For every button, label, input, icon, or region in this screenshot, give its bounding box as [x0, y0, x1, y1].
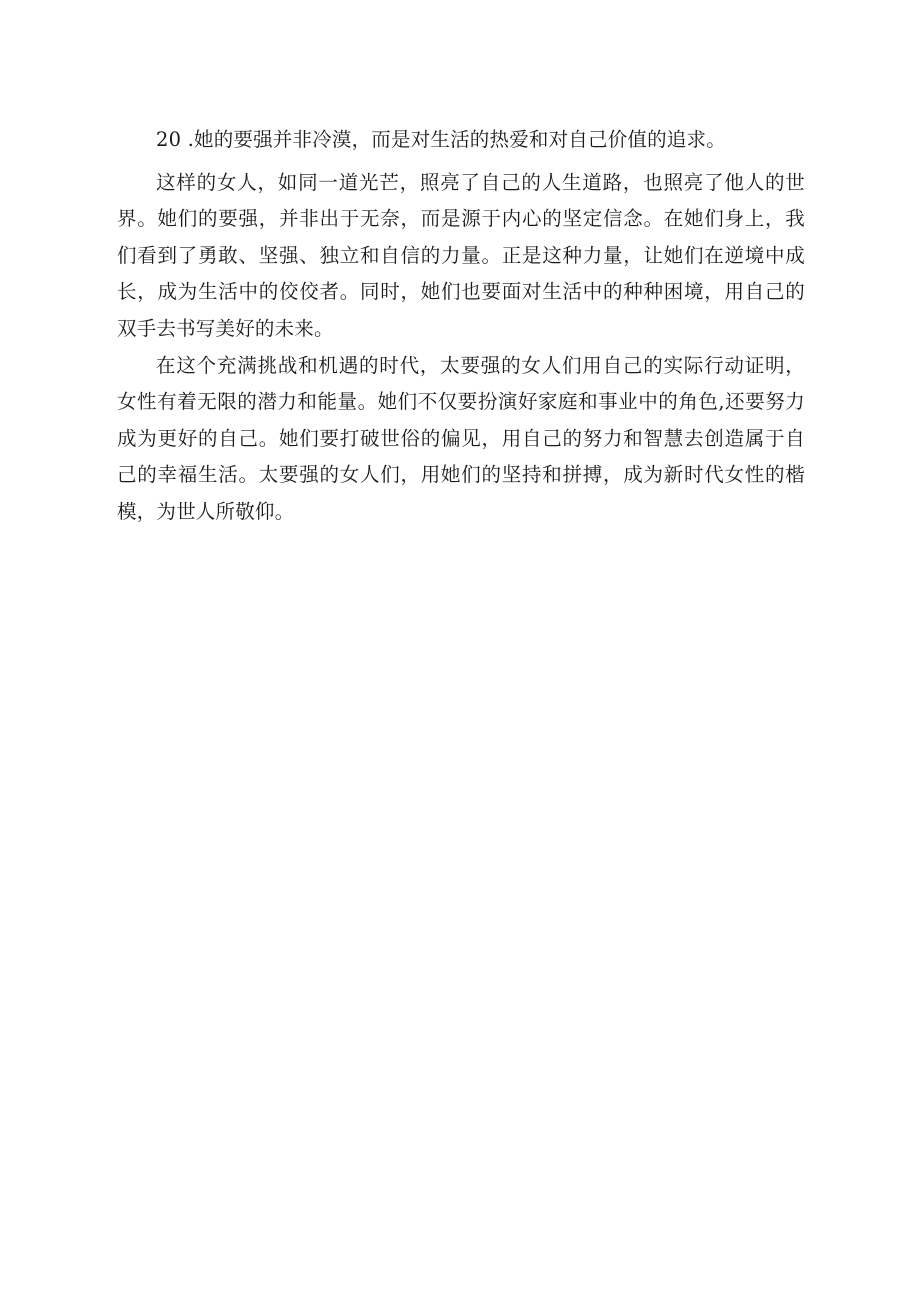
document-body: [117, 122, 805, 531]
body-paragraph-era: 在这个充满挑战和机遇的时代，太要强的女人们用自己的实际行动证明，女性有着无限的潜力和能量。她们不仅要扮演好家庭和事业中的角色,还要努力成为更好的自己。她们要打破世俗的偏见，用自己的努力和智慧去创造属于自己的幸福生活。太要强的女人们，用她们的坚持和拼搏，成为新时代女性的楷模，为世人所敬仰。: [117, 353, 805, 523]
numbered-item-20: 20 .她的要强并非冷漠，而是对生活的热爱和对自己价值的追求。: [156, 128, 726, 151]
body-paragraph-light: 这样的女人，如同一道光芒，照亮了自己的人生道路，也照亮了他人的世界。她们的要强，并非出于无奈，而是源于内心的坚定信念。在她们身上，我们看到了勇敢、坚强、独立和自信的力量。正是这种力量，让她们在逆境中成长，成为生活中的佼佼者。同时，她们也要面对生活中的种种困境，用自己的双手去书写美好的未来。: [117, 170, 805, 340]
